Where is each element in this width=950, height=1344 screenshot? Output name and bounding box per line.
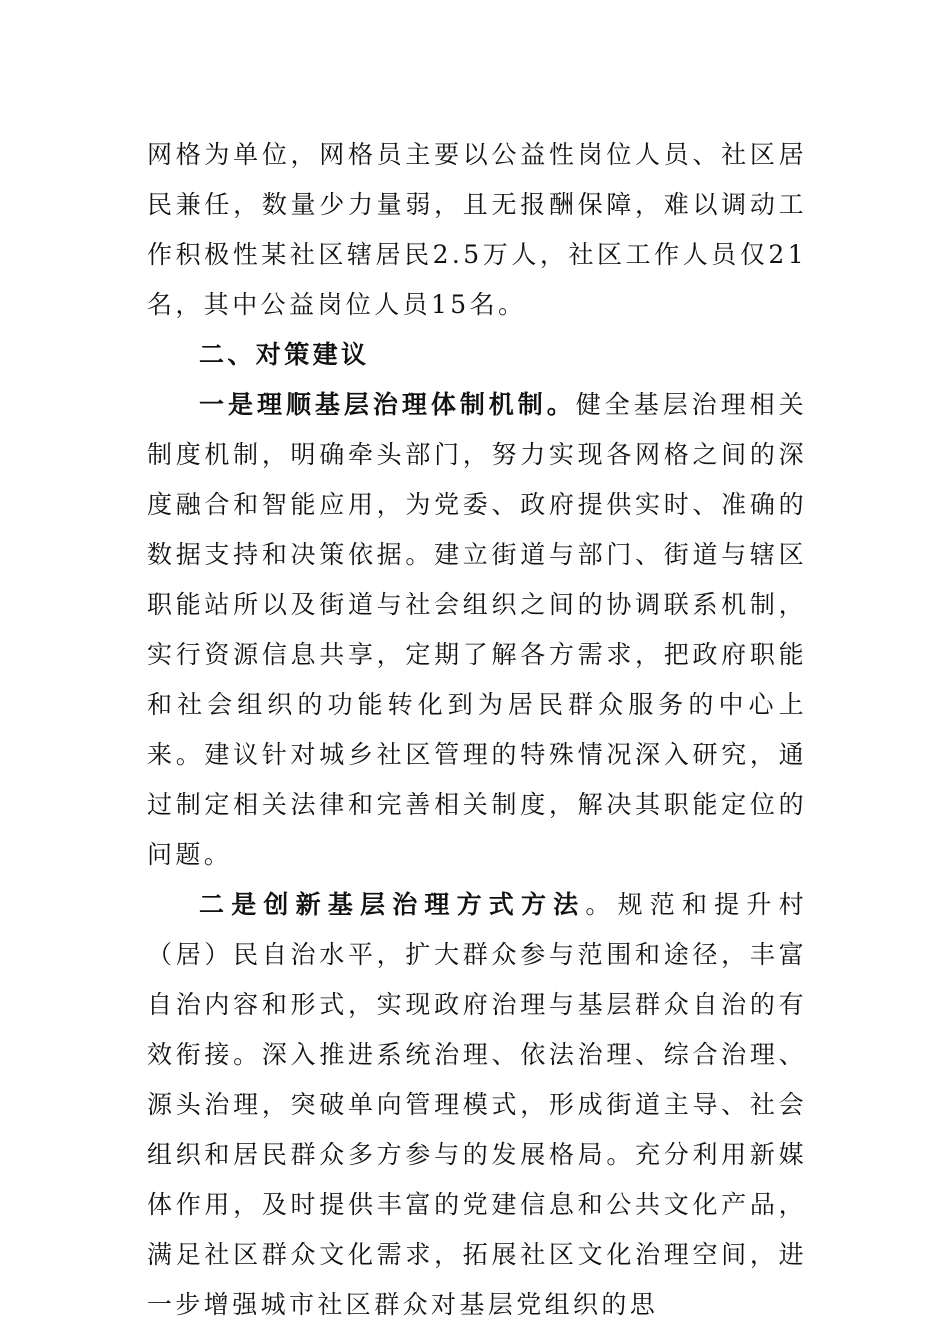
section-heading: 二、对策建议 <box>199 340 370 369</box>
document-body <box>147 130 807 1330</box>
paragraph-1 <box>147 380 807 880</box>
paragraph-2-lead: 二是创新基层治理方式方法 <box>199 890 586 919</box>
paragraph-2-body: 。规范和提升村（居）民自治水平，扩大群众参与范围和途径，丰富自治内容和形式，实现政府治理与基层群众自治的有效衔接。深入推进系统治理、依法治理、综合治理、源头治理，突破单向管理模式，形成街道主导、社会组织和居民群众多方参与的发展格局。充分利用新媒体作用，及时提供丰富的党建信息和公共文化产品，满足社区群众文化需求，拓展社区文化治理空间，进一步增强城市社区群众对基层党组织的思 <box>147 890 807 1319</box>
paragraph-1-body: 健全基层治理相关制度机制，明确牵头部门，努力实现各网格之间的深度融合和智能应用，为党委、政府提供实时、准确的数据支持和决策依据。建立街道与部门、街道与辖区职能站所以及街道与社会组织之间的协调联系机制，实行资源信息共享，定期了解各方需求，把政府职能和社会组织的功能转化到为居民群众服务的中心上来。建议针对城乡社区管理的特殊情况深入研究，通过制定相关法律和完善相关制度，解决其职能定位的问题。 <box>147 390 808 869</box>
paragraph-1-lead: 一是理顺基层治理体制机制。 <box>199 390 576 419</box>
continuation-paragraph: 网格为单位，网格员主要以公益性岗位人员、社区居民兼任，数量少力量弱，且无报酬保障，难以调动工作积极性某社区辖居民2.5万人，社区工作人员仅21名，其中公益岗位人员15名。 <box>147 140 807 319</box>
paragraph-2 <box>147 880 807 1330</box>
